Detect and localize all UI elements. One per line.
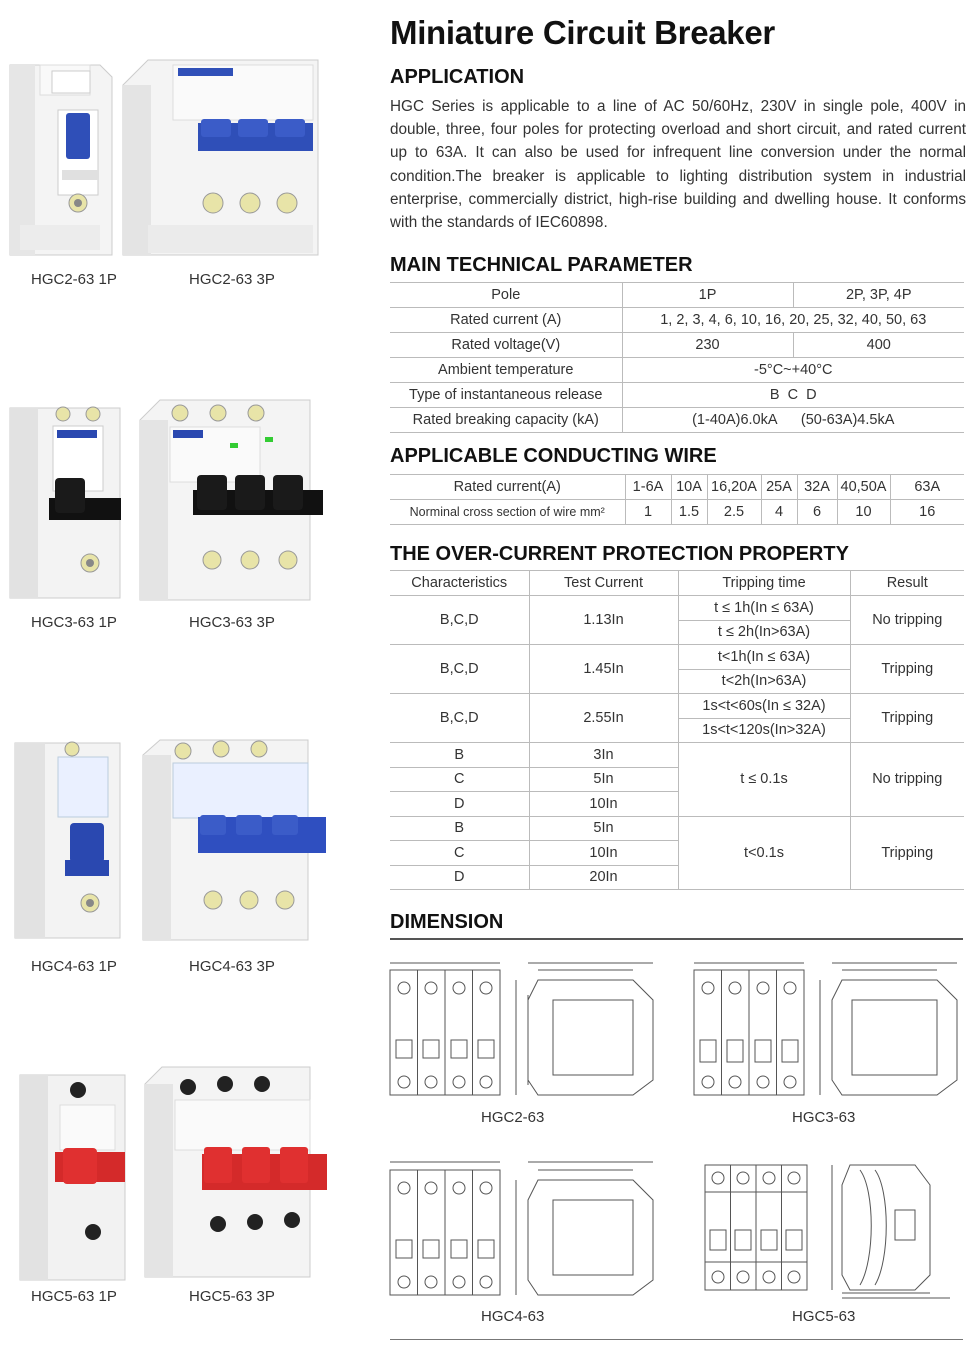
char-cell: D	[390, 865, 529, 890]
table-row	[390, 816, 964, 841]
time-cell: t ≤ 2h(In>63A)	[678, 620, 850, 645]
current-cell: 5In	[529, 767, 678, 792]
current-cell: 5In	[529, 816, 678, 841]
result-cell: No tripping	[850, 596, 964, 645]
time-cell: t ≤ 0.1s	[678, 743, 850, 817]
char-cell: C	[390, 767, 529, 792]
result-cell: Tripping	[850, 645, 964, 694]
product-caption: HGC4-63 1P	[31, 958, 117, 975]
current-cell: 1.45In	[529, 645, 678, 694]
current-cell: 10In	[529, 792, 678, 817]
table-row	[390, 645, 964, 670]
dimension-drawing-hgc2	[388, 955, 663, 1105]
wire-row-label: Norminal cross section of wire mm²	[390, 500, 625, 525]
result-cell: Tripping	[850, 816, 964, 890]
table-row	[390, 383, 964, 408]
protection-table	[390, 570, 964, 890]
wire-current: 10A	[671, 475, 707, 500]
param-label: Pole	[390, 283, 622, 308]
time-cell: t<2h(In>63A)	[678, 669, 850, 694]
time-cell: t<1h(In ≤ 63A)	[678, 645, 850, 670]
section-heading-wire: APPLICABLE CONDUCTING WIRE	[390, 445, 717, 467]
wire-section: 16	[890, 500, 964, 525]
param-label: Rated breaking capacity (kA)	[390, 408, 622, 433]
param-value: (1-40A)6.0kA (50-63A)4.5kA	[622, 408, 964, 433]
table-row	[390, 743, 964, 768]
wire-section: 1.5	[671, 500, 707, 525]
param-value: 2P, 3P, 4P	[793, 283, 964, 308]
param-value: 400	[793, 333, 964, 358]
table-row	[390, 694, 964, 719]
param-label: Rated voltage(V)	[390, 333, 622, 358]
page-title: Miniature Circuit Breaker	[390, 14, 775, 51]
product-caption: HGC5-63 3P	[189, 1288, 275, 1305]
param-value: 1, 2, 3, 4, 6, 10, 16, 20, 25, 32, 40, 50, 63	[622, 308, 964, 333]
char-cell: B	[390, 743, 529, 768]
table-row	[390, 500, 964, 525]
dimension-label: HGC5-63	[792, 1308, 856, 1325]
wire-current: 40,50A	[837, 475, 890, 500]
wire-current: 25A	[761, 475, 797, 500]
dimension-label: HGC2-63	[481, 1109, 545, 1126]
result-cell: Tripping	[850, 694, 964, 743]
time-cell: t ≤ 1h(In ≤ 63A)	[678, 596, 850, 621]
product-caption: HGC3-63 3P	[189, 614, 275, 631]
section-heading-protection: THE OVER-CURRENT PROTECTION PROPERTY	[390, 543, 849, 565]
wire-table	[390, 474, 964, 525]
breaker-image-hgc3-3p	[135, 395, 330, 605]
product-caption: HGC2-63 1P	[31, 271, 117, 288]
wire-current: 16,20A	[707, 475, 761, 500]
time-cell: t<0.1s	[678, 816, 850, 890]
wire-section: 10	[837, 500, 890, 525]
param-value: 1P	[622, 283, 793, 308]
result-cell: No tripping	[850, 743, 964, 817]
param-label: Rated current (A)	[390, 308, 622, 333]
wire-current: 32A	[797, 475, 837, 500]
section-heading-dimension: DIMENSION	[390, 911, 504, 933]
current-cell: 1.13In	[529, 596, 678, 645]
breaker-image-hgc2-3p	[118, 55, 328, 260]
product-caption: HGC3-63 1P	[31, 614, 117, 631]
dimension-label: HGC4-63	[481, 1308, 545, 1325]
wire-section: 2.5	[707, 500, 761, 525]
char-cell: B,C,D	[390, 596, 529, 645]
breaker-image-hgc4-1p	[10, 735, 125, 945]
breaker-image-hgc3-1p	[5, 398, 127, 603]
header-cell: Result	[850, 571, 964, 596]
table-row	[390, 358, 964, 383]
breaker-image-hgc5-1p	[15, 1070, 130, 1285]
char-cell: B,C,D	[390, 645, 529, 694]
product-caption: HGC2-63 3P	[189, 271, 275, 288]
product-caption: HGC5-63 1P	[31, 1288, 117, 1305]
breaker-image-hgc2-1p	[0, 55, 118, 260]
header-cell: Test Current	[529, 571, 678, 596]
wire-section: 1	[625, 500, 671, 525]
main-params-table	[390, 282, 964, 433]
char-cell: B	[390, 816, 529, 841]
wire-row-label: Rated current(A)	[390, 475, 625, 500]
current-cell: 3In	[529, 743, 678, 768]
product-gallery	[0, 0, 380, 1351]
table-row	[390, 333, 964, 358]
table-row	[390, 596, 964, 621]
time-cell: 1s<t<60s(In ≤ 32A)	[678, 694, 850, 719]
char-cell: D	[390, 792, 529, 817]
char-cell: C	[390, 841, 529, 866]
dimension-drawing-hgc5	[700, 1150, 968, 1300]
char-cell: B,C,D	[390, 694, 529, 743]
wire-current: 1-6A	[625, 475, 671, 500]
table-row	[390, 283, 964, 308]
product-caption: HGC4-63 3P	[189, 958, 275, 975]
table-row	[390, 475, 964, 500]
current-cell: 20In	[529, 865, 678, 890]
divider	[390, 1339, 963, 1340]
section-heading-main-params: MAIN TECHNICAL PARAMETER	[390, 254, 693, 276]
param-label: Ambient temperature	[390, 358, 622, 383]
breaker-image-hgc5-3p	[140, 1062, 330, 1282]
wire-section: 4	[761, 500, 797, 525]
table-row	[390, 308, 964, 333]
dimension-drawing-hgc3	[692, 955, 967, 1105]
header-cell: Characteristics	[390, 571, 529, 596]
current-cell: 10In	[529, 841, 678, 866]
wire-section: 6	[797, 500, 837, 525]
table-row	[390, 571, 964, 596]
breaker-image-hgc4-3p	[138, 735, 330, 945]
table-row	[390, 408, 964, 433]
header-cell: Tripping time	[678, 571, 850, 596]
current-cell: 2.55In	[529, 694, 678, 743]
wire-current: 63A	[890, 475, 964, 500]
param-label: Type of instantaneous release	[390, 383, 622, 408]
dimension-drawing-hgc4	[388, 1152, 663, 1302]
param-value: -5°C~+40°C	[622, 358, 964, 383]
time-cell: 1s<t<120s(In>32A)	[678, 718, 850, 743]
param-value: B C D	[622, 383, 964, 408]
divider	[390, 938, 963, 940]
section-heading-application: APPLICATION	[390, 66, 525, 88]
dimension-label: HGC3-63	[792, 1109, 856, 1126]
param-value: 230	[622, 333, 793, 358]
application-text: HGC Series is applicable to a line of AC 50/60Hz, 230V in single pole, 400V in double, three, four poles for protecting overload and short circuit, and rated current up to 63A. It can also be used for infrequent line conversion under the normal condition.The breaker is applicable to lighting distribution system in industrial enterprise, commercially district, high-rise building and dwelling house. It conforms with the standards of IEC60898.	[390, 98, 966, 232]
